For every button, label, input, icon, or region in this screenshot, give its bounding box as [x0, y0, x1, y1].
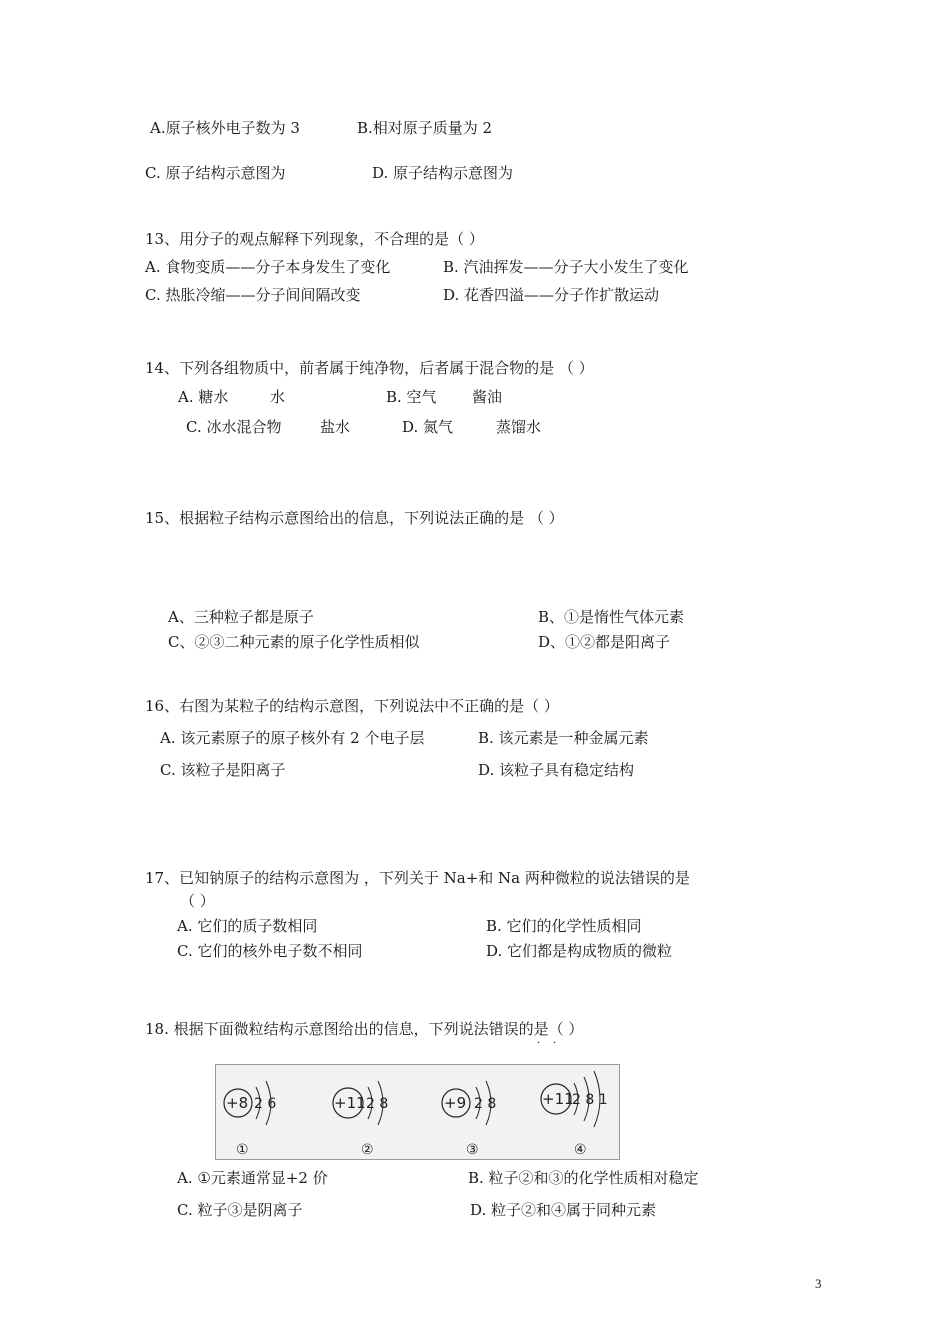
particle-structure-diagram [215, 1064, 620, 1160]
q13-option-c: C. 热胀冷缩——分子间间隔改变 [145, 286, 361, 304]
q12-option-d: D. 原子结构示意图为 [372, 164, 514, 182]
particle-2-shells: 2 8 [366, 1096, 389, 1112]
particle-2-mark: ② [361, 1142, 374, 1158]
q14-option-a-first: A. 糖水 [178, 388, 229, 406]
q18-option-a: A. ①元素通常显+2 价 [177, 1169, 328, 1187]
q16-option-c: C. 该粒子是阳离子 [160, 761, 286, 779]
particle-4-shells: 2 8 1 [572, 1092, 608, 1108]
particle-4 [541, 1071, 608, 1158]
q17-option-a: A. 它们的质子数相同 [177, 917, 318, 935]
q13-option-b: B. 汽油挥发——分子大小发生了变化 [443, 258, 689, 276]
q17-option-d: D. 它们都是构成物质的微粒 [486, 942, 673, 960]
q12-option-b: B.相对原子质量为 2 [357, 119, 493, 137]
q15-option-d: D、①②都是阳离子 [538, 633, 671, 651]
q12-option-a: A.原子核外电子数为 3 [150, 119, 300, 137]
emphasis-dot: · [553, 1038, 557, 1049]
particle-1-shells: 2 6 [254, 1096, 277, 1112]
emphasis-dot: · [537, 1038, 541, 1049]
q15-option-b: B、①是惰性气体元素 [538, 608, 685, 626]
q17-stem: 17、已知钠原子的结构示意图为 ，下列关于 Na+和 Na 两种微粒的说法错误的是 [145, 869, 690, 887]
page-number: 3 [815, 1276, 822, 1291]
particle-2 [333, 1081, 388, 1158]
particle-1 [224, 1081, 276, 1158]
q13-option-d: D. 花香四溢——分子作扩散运动 [443, 286, 660, 304]
q18-stem: 18. 根据下面微粒结构示意图给出的信息，下列说法错误的是（ ） [145, 1020, 584, 1038]
particle-3-nucleus: +9 [444, 1094, 467, 1112]
q17-answer-paren: （ ） [180, 892, 215, 910]
q14-option-d-second: 蒸馏水 [496, 418, 542, 436]
q14-option-a-second: 水 [270, 388, 286, 406]
q13-option-a: A. 食物变质——分子本身发生了变化 [145, 258, 391, 276]
q16-option-a: A. 该元素原子的原子核外有 2 个电子层 [160, 729, 425, 747]
particle-3-mark: ③ [466, 1142, 479, 1158]
q17-option-c: C. 它们的核外电子数不相同 [177, 942, 363, 960]
particle-4-nucleus: +11 [542, 1090, 574, 1108]
q13-stem: 13、用分子的观点解释下列现象，不合理的是（ ） [145, 230, 484, 248]
q15-stem: 15、根据粒子结构示意图给出的信息，下列说法正确的是 （ ） [145, 509, 564, 527]
particle-1-mark: ① [236, 1142, 249, 1158]
q12-option-c: C. 原子结构示意图为 [145, 164, 286, 182]
q15-option-c: C、②③二种元素的原子化学性质相似 [168, 633, 420, 651]
particle-3-shells: 2 8 [474, 1096, 497, 1112]
q15-option-a: A、三种粒子都是原子 [168, 608, 314, 626]
q18-option-d: D. 粒子②和④属于同种元素 [470, 1201, 657, 1219]
q16-option-b: B. 该元素是一种金属元素 [478, 729, 649, 747]
q17-option-b: B. 它们的化学性质相同 [486, 917, 642, 935]
q16-stem: 16、右图为某粒子的结构示意图，下列说法中不正确的是（ ） [145, 697, 559, 715]
q14-option-b-second: 酱油 [472, 388, 503, 406]
q18-option-c: C. 粒子③是阴离子 [177, 1201, 303, 1219]
q14-option-c-first: C. 冰水混合物 [186, 418, 282, 436]
q16-option-d: D. 该粒子具有稳定结构 [478, 761, 635, 779]
particle-3 [442, 1081, 496, 1158]
particle-2-nucleus: +11 [334, 1094, 366, 1112]
q14-option-b-first: B. 空气 [386, 388, 437, 406]
q14-stem: 14、下列各组物质中，前者属于纯净物，后者属于混合物的是 （ ） [145, 359, 594, 377]
particle-4-mark: ④ [574, 1142, 587, 1158]
particle-1-nucleus: +8 [226, 1094, 249, 1112]
q18-option-b: B. 粒子②和③的化学性质相对稳定 [468, 1169, 699, 1187]
q14-option-d-first: D. 氮气 [402, 418, 454, 436]
q14-option-c-second: 盐水 [320, 418, 351, 436]
